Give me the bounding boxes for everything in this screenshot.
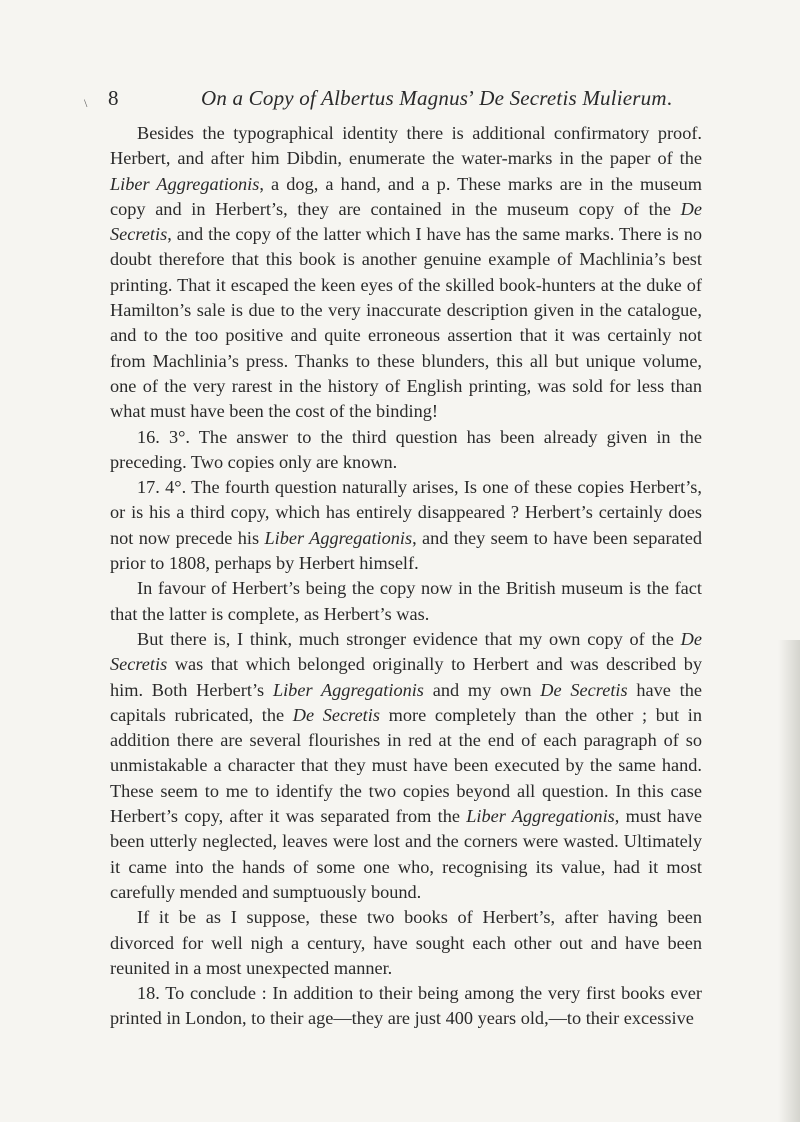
paragraph: [110, 121, 702, 425]
running-title: [201, 86, 672, 111]
text-run: , must have been utterly neglected, leaves were lost and the corners were wasted. Ultimately it came into the hands of some one who, recognising its value, had it most carefully mended and sumptuously bound.: [110, 806, 702, 902]
text-run: 17. 4°. The fourth question naturally arises, Is one of these copies Herbert’s, or is his a third copy, which has entirely disappeared ? Herbert’s certainly does not now precede his: [110, 477, 702, 548]
paragraph: 18. To conclude : In addition to their being among the very first books ever printed in London, to their age—they are just 400 years old,—to their excessive: [110, 983, 702, 1029]
body-text: [110, 121, 702, 1032]
paragraph: In favour of Herbert’s being the copy now in the British museum is the fact that the latter is complete, as Herbert’s was.: [110, 578, 702, 624]
text-run: and my own: [423, 679, 541, 700]
corner-mark: \: [84, 96, 88, 110]
italic-title: Liber Aggregationis: [264, 527, 413, 548]
text-run: , and they seem to have been separated prior to 1808, perhaps by Herbert himself.: [110, 527, 702, 574]
italic-title: Liber Aggregationis: [466, 806, 615, 827]
running-title-work: De Secretis Mulierum: [479, 86, 667, 110]
text-run: was that which belonged originally to Herbert and was described by him. Both Herbert’s: [110, 654, 702, 700]
italic-title: De Secretis: [110, 628, 702, 675]
paragraph: 16. 3°. The answer to the third question has been already given in the preceding. Two copies only are known.: [110, 426, 702, 472]
italic-title: Liber Aggregationis: [272, 679, 424, 700]
running-title-name: Albertus Magnus: [321, 86, 469, 110]
italic-title: Liber Aggregationis: [110, 173, 260, 194]
text-run: , a dog, a hand, and a p. These marks are in the museum copy and in Herbert’s, they are contained in the museum copy of the: [110, 173, 702, 219]
text-run: But there is, I think, much stronger evidence that my own copy of the: [137, 628, 681, 649]
running-title-period: .: [666, 86, 673, 110]
text-run: , and the copy of the latter which I have has the same marks. There is no doubt therefore that this book is another genuine example of Machlinia’s best printing. That it escaped the keen eyes of the skilled book-hunters at the duke of Hamilton’s sale is due to the very inaccurate description given in the catalogue, and to the too positive and quite erroneous assertion that it was certainly not from Machlinia’s press. Thanks to these blunders, this all but unique volume, one of the very rarest in the history of English printing, was sold for less than what must have been the cost of the binding!: [110, 224, 702, 422]
running-title-apostrophe: ’: [468, 86, 480, 110]
page-header: [108, 86, 708, 116]
italic-title: De Secretis: [540, 679, 628, 700]
text-run: more completely than the other ; but in addition there are several flourishes in red at the end of each paragraph of so unmistakable a character that they must have been executed by the same hand. These seem to me to identify the two copies beyond all question. In this case Herbert’s copy, after it was separated from the: [110, 704, 702, 827]
italic-title: De Secretis: [292, 704, 380, 725]
text-run: Besides the typographical identity there is additional confirmatory proof. Herbert, and after him Dibdin, enumerate the water-marks in the paper of the: [110, 123, 702, 169]
page-edge-shadow: [778, 640, 800, 1122]
paragraph: If it be as I suppose, these two books of Herbert’s, after having been divorced for well nigh a century, have sought each other out and have been reunited in a most unexpected manner.: [110, 907, 702, 978]
paragraph: [110, 627, 702, 905]
running-title-part: On a Copy of: [201, 86, 322, 110]
paragraph: [110, 475, 702, 576]
text-run: have the capitals rubricated, the: [110, 679, 703, 725]
page-number: 8: [108, 86, 119, 110]
italic-title: De Secretis: [110, 198, 702, 245]
